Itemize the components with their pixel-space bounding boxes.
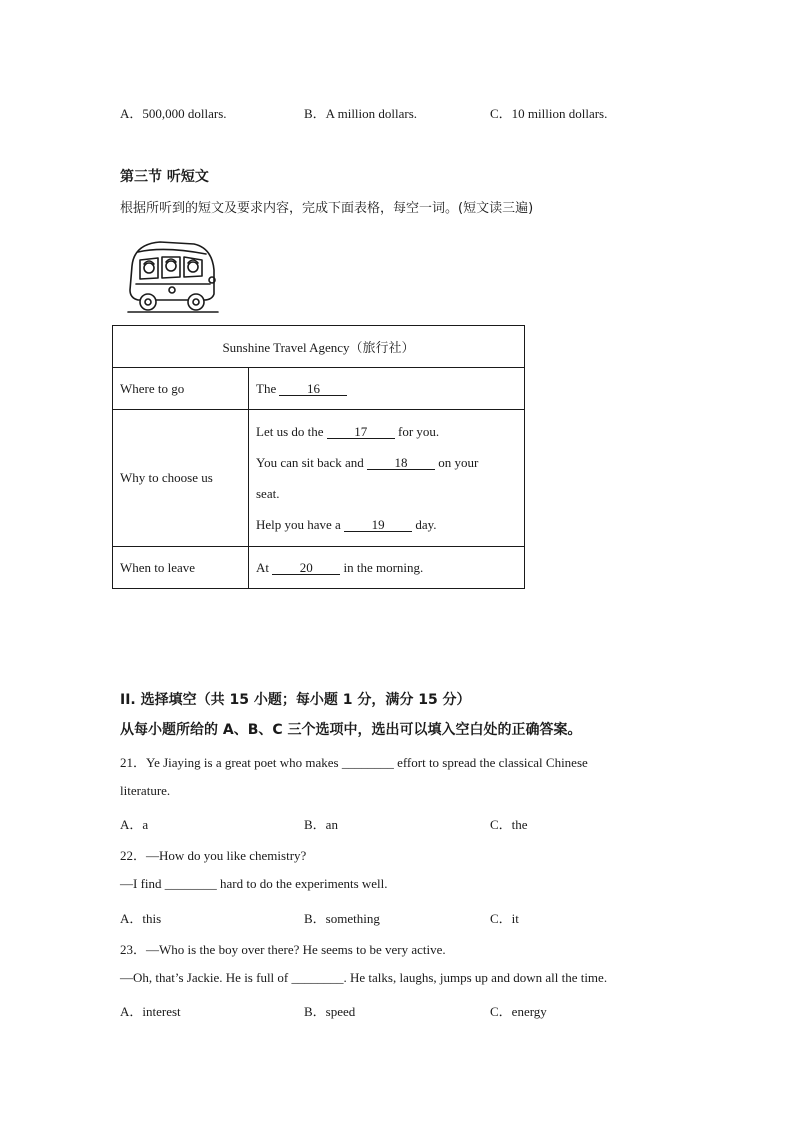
row-value-when: At 20 in the morning.	[249, 547, 525, 589]
q15-option-a: A．500,000 dollars.	[120, 106, 227, 121]
question-22-option-c[interactable]: C．it	[490, 911, 519, 926]
question-22-option-a[interactable]: A．this	[120, 911, 162, 926]
question-21-option-b[interactable]: B．an	[304, 817, 338, 832]
question-23-option-b[interactable]: B．speed	[304, 1004, 356, 1019]
question-23-option-c[interactable]: C．energy	[490, 1004, 547, 1019]
table-title: Sunshine Travel Agency（旅行社）	[113, 326, 525, 368]
question-22-option-b[interactable]: B．something	[304, 911, 380, 926]
section3-instruction: 根据所听到的短文及要求内容，完成下面表格，每空一词。(短文读三遍)	[120, 201, 534, 216]
row-label-where: Where to go	[113, 368, 249, 410]
row-label-why: Why to choose us	[113, 410, 249, 547]
section2-instruction: 从每小题所给的 A、B、C 三个选项中，选出可以填入空白处的正确答案。	[120, 722, 582, 738]
question-21-stem-cont: literature.	[120, 783, 171, 798]
row-value-why: Let us do the 17 for you. You can sit back and 18 on your seat. Help you have a 19 day.	[249, 410, 525, 547]
blank-17[interactable]: 17	[327, 425, 395, 439]
question-23-stem-cont: —Oh, that’s Jackie. He is full of ________. He talks, laughs, jumps up and down all the time.	[120, 970, 608, 985]
q15-option-b: B．A million dollars.	[304, 106, 418, 121]
question-23-stem: 23．—Who is the boy over there? He seems to be very active.	[120, 942, 446, 957]
cartoon-bus-with-kids-icon	[124, 236, 222, 316]
section2-title: II. 选择填空（共 15 小题；每小题 1 分，满分 15 分）	[120, 692, 471, 708]
question-23-option-a[interactable]: A．interest	[120, 1004, 181, 1019]
travel-agency-table	[112, 325, 525, 589]
question-21-option-a[interactable]: A．a	[120, 817, 149, 832]
blank-18[interactable]: 18	[367, 456, 435, 470]
section3-title: 第三节 听短文	[120, 169, 209, 185]
question-22-stem: 22．—How do you like chemistry?	[120, 848, 307, 863]
row-label-when: When to leave	[113, 547, 249, 589]
q15-option-c: C．10 million dollars.	[490, 106, 608, 121]
blank-20[interactable]: 20	[272, 561, 340, 575]
blank-16[interactable]: 16	[279, 382, 347, 396]
blank-19[interactable]: 19	[344, 518, 412, 532]
row-value-where: The 16	[249, 368, 525, 410]
question-21-stem: 21．Ye Jiaying is a great poet who makes ________ effort to spread the classical Chinese	[120, 755, 588, 770]
question-21-option-c[interactable]: C．the	[490, 817, 528, 832]
question-22-stem-cont: —I find ________ hard to do the experiments well.	[120, 876, 388, 891]
